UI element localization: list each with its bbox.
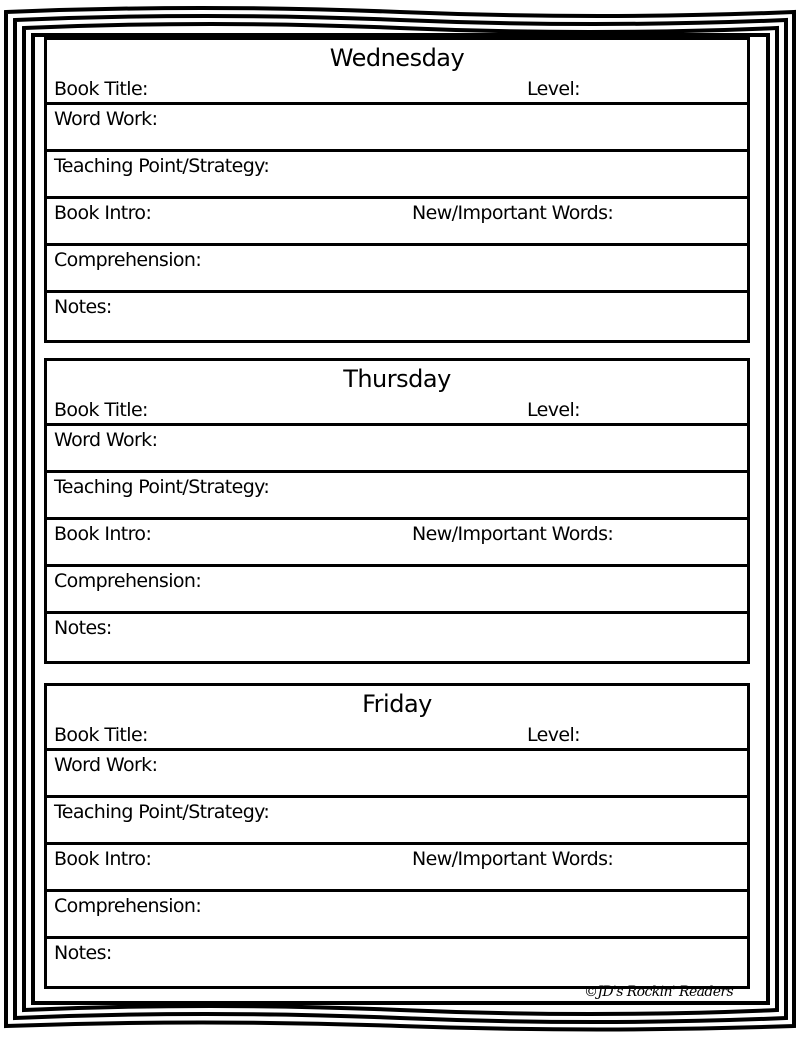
- notes-label: Notes:: [54, 296, 112, 318]
- comprehension-label: Comprehension:: [54, 570, 202, 592]
- comprehension-row: [47, 246, 747, 293]
- book-intro-label: Book Intro:: [54, 523, 152, 545]
- lesson-section-wednesday: [44, 37, 750, 343]
- word-work-row: [47, 751, 747, 798]
- teaching-point-label: Teaching Point/Strategy:: [54, 476, 270, 498]
- book-intro-row: [47, 520, 747, 567]
- new-words-label: New/Important Words:: [412, 523, 614, 545]
- new-words-label: New/Important Words:: [412, 848, 614, 870]
- header-row: [47, 40, 747, 105]
- teaching-point-label: Teaching Point/Strategy:: [54, 155, 270, 177]
- day-title: Friday: [362, 690, 432, 718]
- header-row: [47, 361, 747, 426]
- level-label: Level:: [527, 399, 580, 421]
- copyright-credit: ©JD's Rockin' Readers: [584, 984, 734, 1000]
- new-words-label: New/Important Words:: [412, 202, 614, 224]
- lesson-section-friday: [44, 683, 750, 989]
- teaching-point-row: [47, 152, 747, 199]
- teaching-point-label: Teaching Point/Strategy:: [54, 801, 270, 823]
- comprehension-label: Comprehension:: [54, 895, 202, 917]
- book-title-label: Book Title:: [54, 399, 148, 421]
- notes-label: Notes:: [54, 942, 112, 964]
- notes-row: [47, 614, 747, 661]
- word-work-row: [47, 426, 747, 473]
- word-work-label: Word Work:: [54, 754, 158, 776]
- level-label: Level:: [527, 724, 580, 746]
- notes-row: [47, 293, 747, 340]
- book-intro-label: Book Intro:: [54, 202, 152, 224]
- book-intro-row: [47, 845, 747, 892]
- level-label: Level:: [527, 78, 580, 100]
- book-title-label: Book Title:: [54, 724, 148, 746]
- day-title: Wednesday: [329, 44, 465, 72]
- word-work-row: [47, 105, 747, 152]
- comprehension-row: [47, 892, 747, 939]
- word-work-label: Word Work:: [54, 429, 158, 451]
- book-title-label: Book Title:: [54, 78, 148, 100]
- teaching-point-row: [47, 473, 747, 520]
- day-title: Thursday: [343, 365, 451, 393]
- book-intro-label: Book Intro:: [54, 848, 152, 870]
- word-work-label: Word Work:: [54, 108, 158, 130]
- notes-label: Notes:: [54, 617, 112, 639]
- comprehension-row: [47, 567, 747, 614]
- teaching-point-row: [47, 798, 747, 845]
- notes-row: [47, 939, 747, 986]
- comprehension-label: Comprehension:: [54, 249, 202, 271]
- header-row: [47, 686, 747, 751]
- book-intro-row: [47, 199, 747, 246]
- lesson-section-thursday: [44, 358, 750, 664]
